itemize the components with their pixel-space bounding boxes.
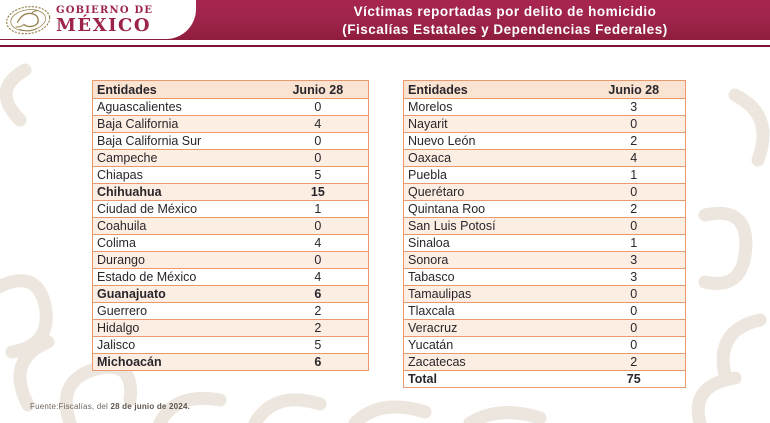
logo-line2: MÉXICO	[56, 15, 152, 36]
value-cell: 0	[582, 320, 685, 337]
value-cell: 15	[268, 184, 369, 201]
entities-table-right	[403, 80, 686, 388]
table-row	[404, 252, 686, 269]
value-cell: 3	[582, 269, 685, 286]
entity-cell: Colima	[93, 235, 268, 252]
value-cell: 5	[268, 167, 369, 184]
entity-cell: Durango	[93, 252, 268, 269]
value-cell: 6	[268, 286, 369, 303]
entity-cell: Guanajuato	[93, 286, 268, 303]
column-header-junio-28: Junio 28	[268, 81, 369, 99]
value-cell: 4	[268, 116, 369, 133]
table-row	[404, 167, 686, 184]
value-cell: 2	[268, 303, 369, 320]
header-accent-strip	[0, 40, 770, 47]
table-row	[93, 337, 369, 354]
entity-cell: Sinaloa	[404, 235, 583, 252]
table-row	[93, 167, 369, 184]
table-row	[404, 286, 686, 303]
value-cell: 0	[268, 150, 369, 167]
entity-cell: Campeche	[93, 150, 268, 167]
table-row	[404, 133, 686, 150]
table-row	[93, 99, 369, 116]
value-cell: 0	[582, 286, 685, 303]
table-row	[93, 269, 369, 286]
entity-cell: Zacatecas	[404, 354, 583, 371]
value-cell: 1	[268, 201, 369, 218]
source-date: 28 de junio de 2024.	[110, 402, 191, 411]
gobierno-de-mexico-logo	[0, 0, 196, 39]
entity-cell: Nayarit	[404, 116, 583, 133]
entity-cell: Oaxaca	[404, 150, 583, 167]
table-row	[93, 218, 369, 235]
column-header-junio-28: Junio 28	[582, 81, 685, 99]
entity-cell: Yucatán	[404, 337, 583, 354]
entity-cell: Querétaro	[404, 184, 583, 201]
entity-cell: Aguascalientes	[93, 99, 268, 116]
logo-text	[56, 6, 153, 35]
value-cell: 2	[582, 201, 685, 218]
value-cell: 75	[582, 371, 685, 388]
table-row	[93, 235, 369, 252]
table-header-row	[404, 81, 686, 99]
entity-cell: Baja California Sur	[93, 133, 268, 150]
value-cell: 1	[582, 167, 685, 184]
entity-cell: Coahuila	[93, 218, 268, 235]
table-row	[404, 150, 686, 167]
entity-cell: Ciudad de México	[93, 201, 268, 218]
value-cell: 0	[582, 116, 685, 133]
logo-line1: GOBIERNO DE	[56, 5, 154, 16]
entity-cell: Estado de México	[93, 269, 268, 286]
table-row	[93, 133, 369, 150]
table-row	[404, 116, 686, 133]
table-row	[93, 286, 369, 303]
column-header-entidades: Entidades	[93, 81, 268, 99]
entity-cell: Nuevo León	[404, 133, 583, 150]
entity-cell: Sonora	[404, 252, 583, 269]
entity-cell: Chihuahua	[93, 184, 268, 201]
value-cell: 0	[268, 99, 369, 116]
page-title-line2: (Fiscalías Estatales y Dependencias Federales)	[342, 22, 668, 37]
value-cell: 0	[582, 218, 685, 235]
entity-cell: Tamaulipas	[404, 286, 583, 303]
table-row	[404, 320, 686, 337]
entity-cell: Chiapas	[93, 167, 268, 184]
entity-cell: Guerrero	[93, 303, 268, 320]
entities-table-left	[92, 80, 369, 371]
entity-cell: Jalisco	[93, 337, 268, 354]
value-cell: 0	[268, 252, 369, 269]
value-cell: 1	[582, 235, 685, 252]
table-row	[93, 116, 369, 133]
entity-cell: Total	[404, 371, 583, 388]
source-note	[30, 402, 190, 411]
table-row	[404, 99, 686, 116]
value-cell: 2	[582, 354, 685, 371]
table-row	[404, 184, 686, 201]
table-row	[404, 201, 686, 218]
table-row	[404, 235, 686, 252]
table-row	[93, 303, 369, 320]
value-cell: 0	[582, 303, 685, 320]
mexico-coat-of-arms-icon	[4, 4, 54, 38]
table-header-row	[93, 81, 369, 99]
value-cell: 2	[268, 320, 369, 337]
table-row	[404, 371, 686, 388]
value-cell: 3	[582, 99, 685, 116]
page-title	[220, 3, 770, 39]
value-cell: 0	[582, 337, 685, 354]
entity-cell: Veracruz	[404, 320, 583, 337]
entity-cell: Tlaxcala	[404, 303, 583, 320]
value-cell: 4	[268, 235, 369, 252]
table-row	[93, 252, 369, 269]
entity-cell: Quintana Roo	[404, 201, 583, 218]
table-row	[404, 354, 686, 371]
table-row	[93, 201, 369, 218]
value-cell: 3	[582, 252, 685, 269]
column-header-entidades: Entidades	[404, 81, 583, 99]
entity-cell: Michoacán	[93, 354, 268, 371]
entity-cell: Hidalgo	[93, 320, 268, 337]
source-prefix: Fuente:Fiscalías, del	[30, 402, 111, 411]
table-row	[404, 218, 686, 235]
value-cell: 0	[268, 133, 369, 150]
table-row	[404, 269, 686, 286]
table-row	[93, 150, 369, 167]
value-cell: 5	[268, 337, 369, 354]
value-cell: 4	[582, 150, 685, 167]
entity-cell: Morelos	[404, 99, 583, 116]
table-row	[93, 354, 369, 371]
value-cell: 0	[582, 184, 685, 201]
entity-cell: San Luis Potosí	[404, 218, 583, 235]
entity-cell: Baja California	[93, 116, 268, 133]
table-row	[404, 303, 686, 320]
entity-cell: Puebla	[404, 167, 583, 184]
table-row	[404, 337, 686, 354]
value-cell: 4	[268, 269, 369, 286]
value-cell: 0	[268, 218, 369, 235]
value-cell: 2	[582, 133, 685, 150]
table-row	[93, 320, 369, 337]
page-title-line1: Víctimas reportadas por delito de homicidio	[353, 4, 657, 19]
table-row	[93, 184, 369, 201]
entity-cell: Tabasco	[404, 269, 583, 286]
value-cell: 6	[268, 354, 369, 371]
